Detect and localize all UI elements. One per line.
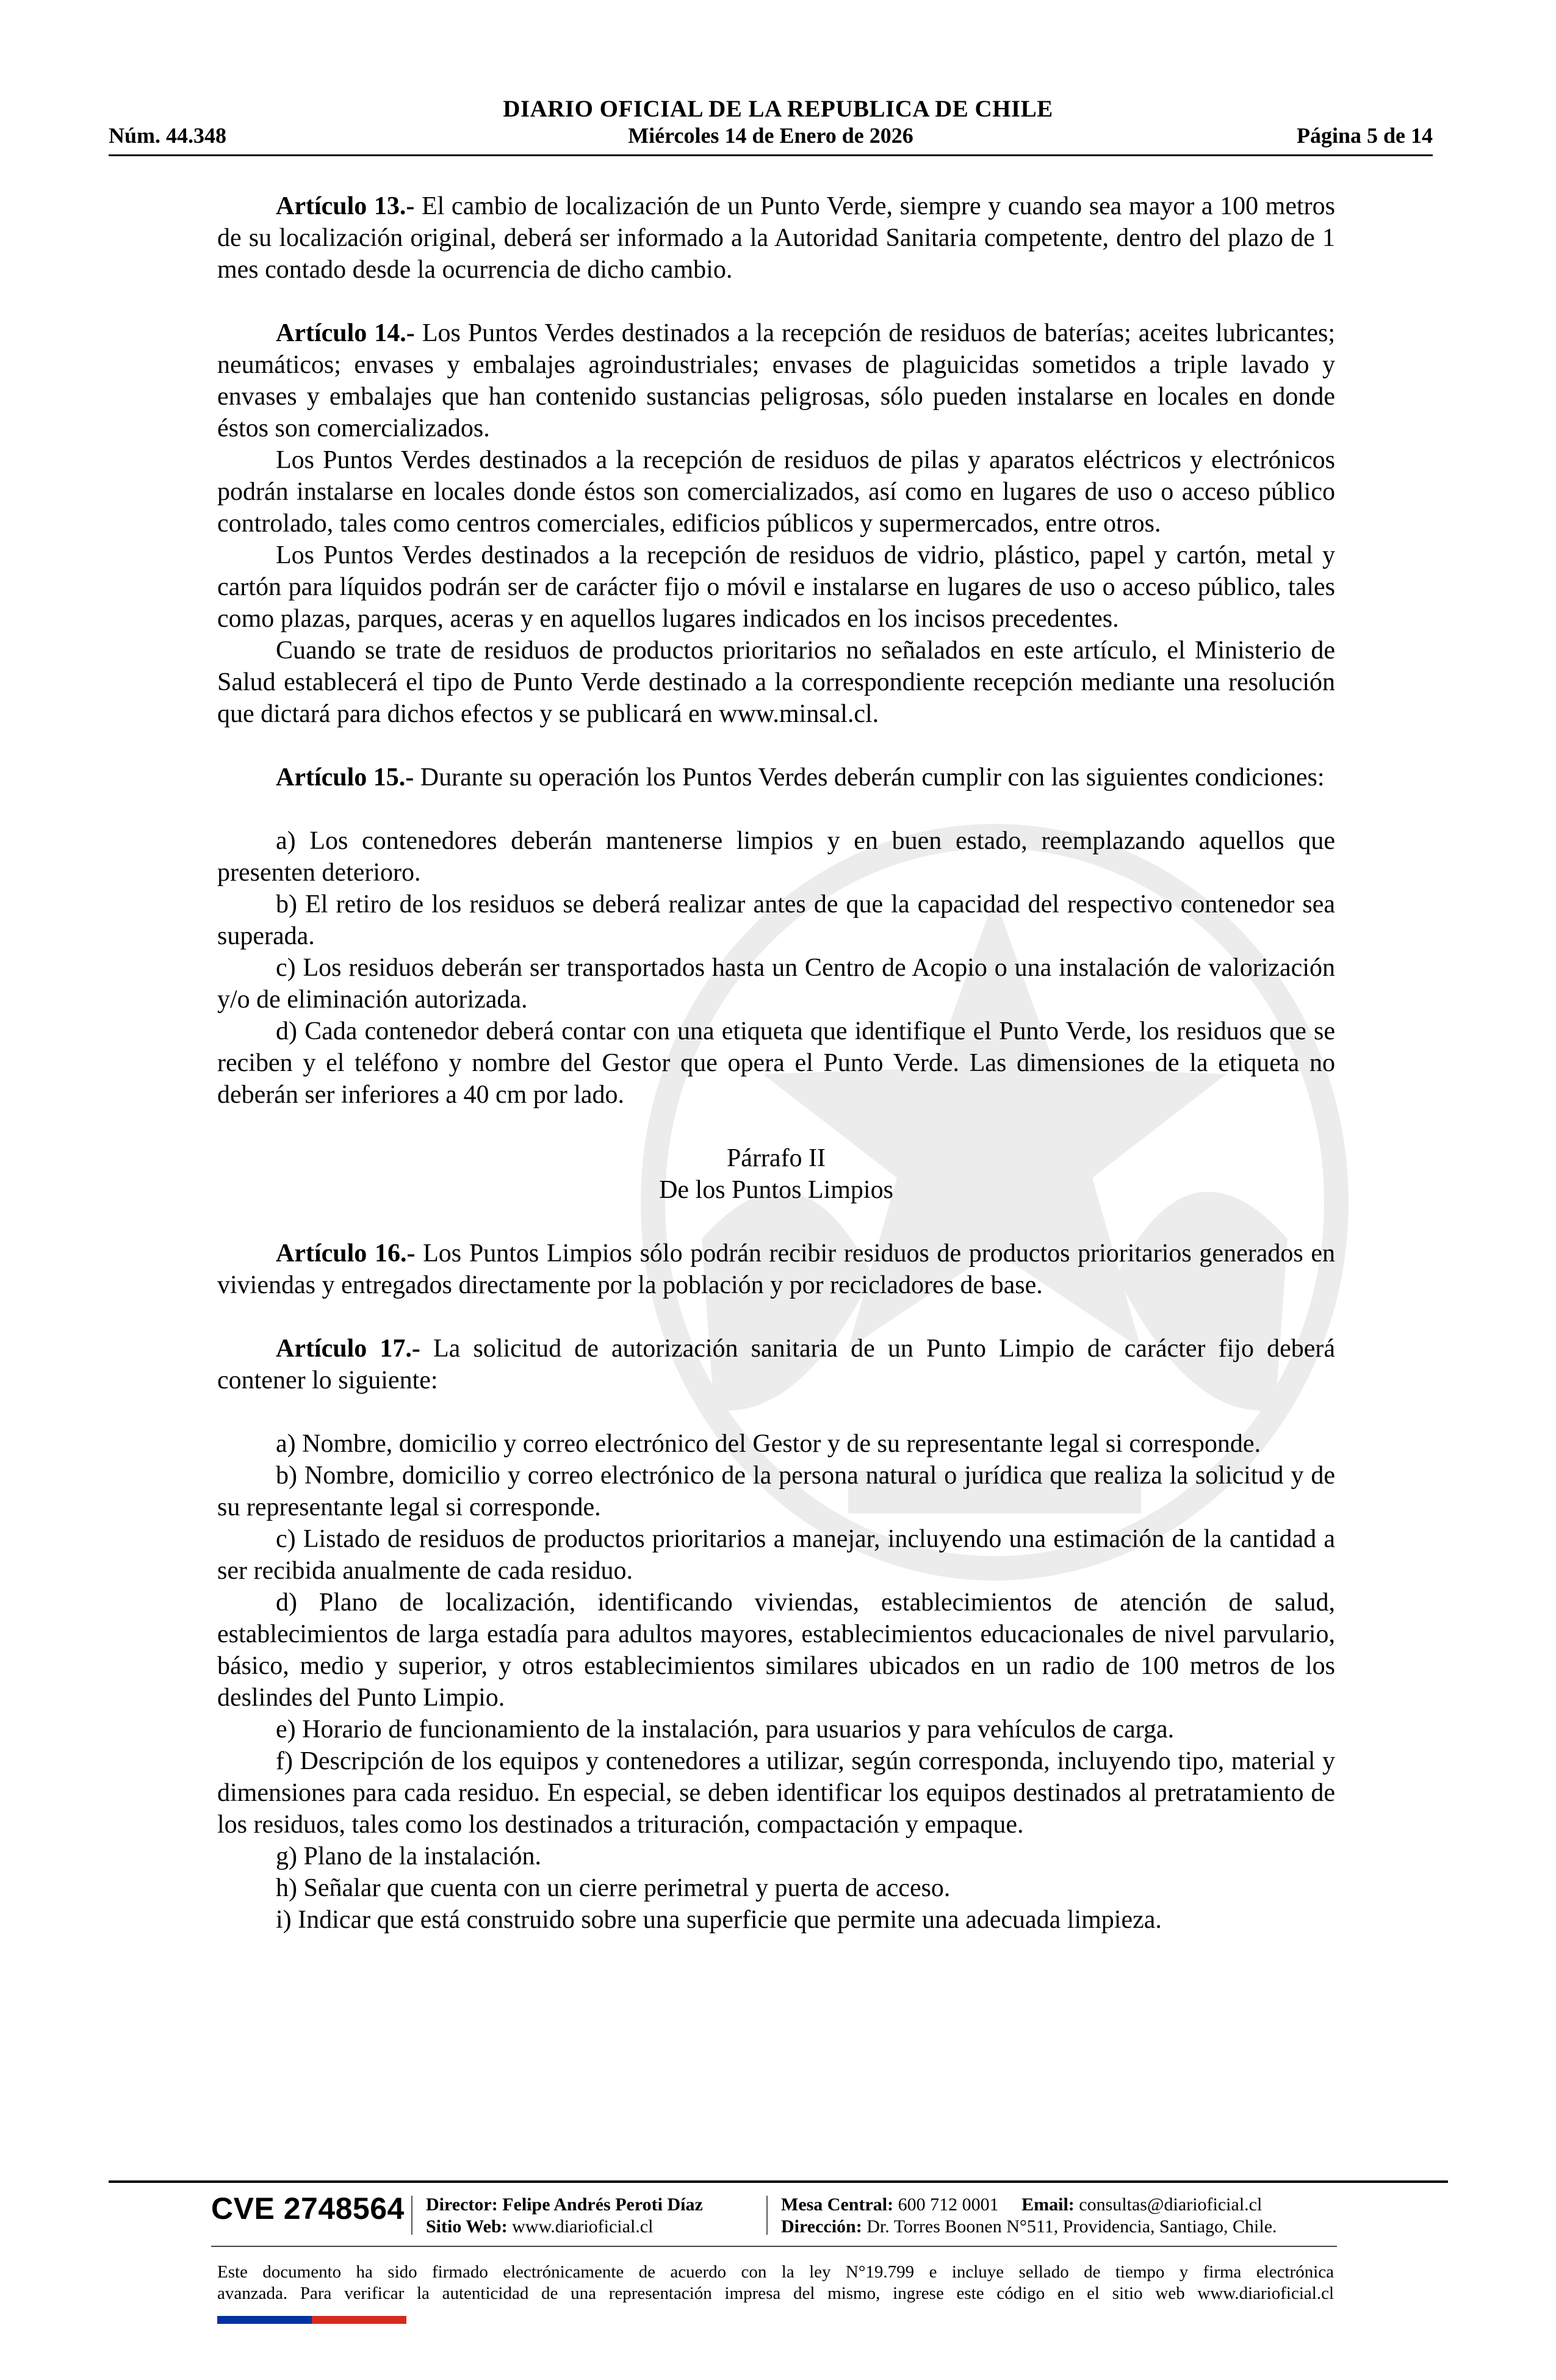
article-15-item-b: b) El retiro de los residuos se deberá realizar antes de que la capacidad del respectivo contenedor sea superada. — [217, 890, 1335, 950]
article-15-item-a: a) Los contenedores deberán mantenerse limpios y en buen estado, reemplazando aquellos que presenten deterioro. — [217, 827, 1335, 887]
article-16-text: Los Puntos Limpios sólo podrán recibir residuos de productos prioritarios generados en viviendas y entregados directamente por la población y por recicladores de base. — [217, 1239, 1336, 1299]
article-17-item-d: d) Plano de localización, identificando viviendas, establecimientos de atención de salud, establecimientos de larga estadía para adultos mayores, establecimientos educacionales de nivel parvulario, básico, medio y superior, y otros establecimientos similares ubicados en un radio de 100 metros de los deslindes del Punto Limpio. — [217, 1588, 1335, 1712]
legal-line-2: avanzada. Para verificar la autenticidad de una representación impresa del mismo, ingrese este código en el sitio web www.diarioficial.cl — [217, 2284, 1334, 2303]
email-link[interactable]: consultas@diarioficial.cl — [1079, 2194, 1262, 2215]
footer-inner-divider — [211, 2246, 1337, 2247]
article-17-item-i: i) Indicar que está construido sobre una superficie que permite una adecuada limpieza. — [276, 1906, 1162, 1934]
article-15-text: Durante su operación los Puntos Verdes deberán cumplir con las siguientes condiciones: — [420, 763, 1325, 792]
article-14-paragraph-4: Cuando se trate de residuos de productos prioritarios no señalados en este artículo, el Ministerio de Salud establecerá el tipo de Punto Verde destinado a la correspondiente recepción mediante una resolución que dictará para dichos efectos y se publicará en www.minsal.cl. — [217, 636, 1335, 728]
cve-code: CVE 2748564 — [211, 2191, 405, 2226]
article-13-label: Artículo 13.- — [276, 192, 415, 220]
article-15-item-d: d) Cada contenedor deberá contar con una etiqueta que identifique el Punto Verde, los residuos que se reciben y el teléfono y nombre del Gestor que opera el Punto Verde. Las dimensiones de la etiqueta no deberán ser inferiores a 40 cm por lado. — [217, 1017, 1335, 1109]
flag-stripe-red — [312, 2316, 406, 2324]
article-13-text: El cambio de localización de un Punto Verde, siempre y cuando sea mayor a 100 metros de su localización original, deberá ser informado a la Autoridad Sanitaria competente, dentro del plazo de 1 mes contado desde la ocurrencia de dicho cambio. — [217, 192, 1335, 284]
article-17 — [217, 1333, 1335, 1396]
article-17-item-f: f) Descripción de los equipos y contenedores a utilizar, según corresponda, incluyendo tipo, material y dimensiones para cada residuo. En especial, se deben identificar los equipos destinados al pretratamiento de los residuos, tales como los destinados a trituración, compactación y empaque. — [217, 1747, 1335, 1839]
article-15-item-c: c) Los residuos deberán ser transportados hasta un Centro de Acopio o una instalación de valorización y/o de eliminación autorizada. — [217, 954, 1335, 1014]
article-17-text: La solicitud de autorización sanitaria de un Punto Limpio de carácter fijo deberá contener lo siguiente: — [217, 1335, 1335, 1394]
document-body — [217, 190, 1335, 1936]
article-17-label: Artículo 17.- — [276, 1335, 420, 1363]
mesa-label: Mesa Central: — [781, 2194, 894, 2215]
director-name: Felipe Andrés Peroti Díaz — [502, 2194, 703, 2215]
article-17-item-a: a) Nombre, domicilio y correo electrónico del Gestor y de su representante legal si corresponde. — [276, 1430, 1261, 1458]
newspaper-title: DIARIO OFICIAL DE LA REPUBLICA DE CHILE — [503, 96, 1053, 122]
article-15-label: Artículo 15.- — [276, 763, 414, 792]
article-15 — [217, 762, 1335, 793]
article-16-label: Artículo 16.- — [276, 1239, 416, 1268]
article-17-item-e: e) Horario de funcionamiento de la instalación, para usuarios y para vehículos de carga. — [276, 1715, 1175, 1744]
article-14-label: Artículo 14.- — [276, 319, 415, 347]
legal-notice — [217, 2262, 1334, 2304]
director-label: Director: — [426, 2194, 498, 2215]
footer-separator — [411, 2196, 412, 2235]
issue-number: Núm. 44.348 — [109, 123, 227, 148]
page-indicator: Página 5 de 14 — [1296, 123, 1433, 148]
flag-stripe-blue — [217, 2316, 312, 2324]
footer-separator — [766, 2196, 768, 2235]
site-link[interactable]: www.diarioficial.cl — [512, 2216, 654, 2237]
article-16 — [217, 1238, 1335, 1301]
article-14 — [217, 317, 1335, 444]
issue-date: Miércoles 14 de Enero de 2026 — [628, 123, 913, 148]
article-17-item-c: c) Listado de residuos de productos prioritarios a manejar, incluyendo una estimación de la cantidad a ser recibida anualmente de cada residuo. — [217, 1525, 1335, 1585]
footer-director-block — [426, 2194, 703, 2238]
article-14-paragraph-3: Los Puntos Verdes destinados a la recepción de residuos de vidrio, plástico, papel y cartón, metal y cartón para líquidos podrán ser de carácter fijo o móvil e instalarse en lugares de uso o acceso público, tales como plazas, parques, aceras y en aquellos lugares indicados en los incisos precedentes. — [217, 541, 1335, 633]
address-label: Dirección: — [781, 2216, 862, 2237]
article-14-text: Los Puntos Verdes destinados a la recepción de residuos de baterías; aceites lubricantes; neumáticos; envases y embalajes agroindustriales; envases de plaguicidas sometidos a triple lavado y envases y embalajes que han contenido sustancias peligrosas, sólo pueden instalarse en locales en donde éstos son comercializados. — [217, 319, 1335, 442]
header-divider — [109, 154, 1433, 156]
address-value: Dr. Torres Boonen N°511, Providencia, Santiago, Chile. — [866, 2216, 1277, 2237]
mesa-phone: 600 712 0001 — [898, 2194, 999, 2215]
section-title: De los Puntos Limpios — [659, 1176, 893, 1204]
article-17-item-h: h) Señalar que cuenta con un cierre perimetral y puerta de acceso. — [276, 1874, 951, 1902]
footer-contact-block — [781, 2194, 1277, 2238]
header-row — [109, 123, 1433, 150]
article-17-item-g: g) Plano de la instalación. — [276, 1842, 542, 1870]
legal-line-1: Este documento ha sido firmado electrónicamente de acuerdo con la ley N°19.799 e incluye sellado de tiempo y firma electrónica — [217, 2262, 1334, 2282]
article-13 — [217, 190, 1335, 286]
email-label: Email: — [1021, 2194, 1075, 2215]
footer-divider — [109, 2180, 1448, 2183]
article-14-paragraph-2: Los Puntos Verdes destinados a la recepción de residuos de pilas y aparatos eléctricos y electrónicos podrán instalarse en locales donde éstos son comercializados, así como en lugares de uso o acceso público controlado, tales como centros comerciales, edificios públicos y supermercados, entre otros. — [217, 446, 1335, 538]
section-number: Párrafo II — [726, 1144, 826, 1172]
site-label: Sitio Web: — [426, 2216, 508, 2237]
article-17-item-b: b) Nombre, domicilio y correo electrónico de la persona natural o jurídica que realiza la solicitud y de su representante legal si corresponde. — [217, 1462, 1335, 1521]
